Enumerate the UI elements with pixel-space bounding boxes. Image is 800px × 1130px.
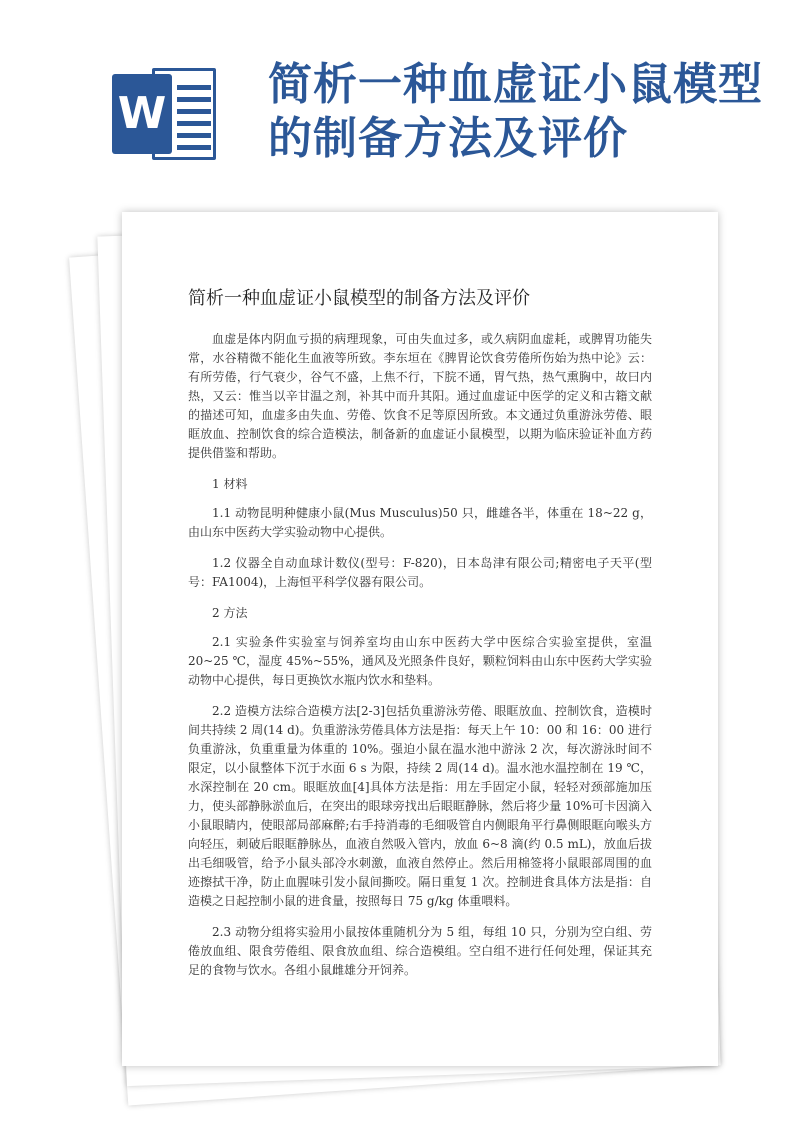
paragraph-1-1: 1.1 动物昆明种健康小鼠(Mus Musculus)50 只，雌雄各半，体重在 18~22 g，由山东中医药大学实验动物中心提供。 bbox=[188, 506, 652, 539]
document-body bbox=[188, 330, 652, 992]
banner-title: 简析一种血虚证小鼠模型的制备方法及评价 bbox=[268, 59, 763, 164]
section-heading-methods: 2 方法 bbox=[212, 606, 248, 620]
paragraph-2-1: 2.1 实验条件实验室与饲养室均由山东中医药大学中医综合实验室提供，室温 20~25 ℃，湿度 45%~55%，通风及光照条件良好，颗粒饲料由山东中医药大学实验动物中心提供，每日更换饮水瓶内饮水和垫料。 bbox=[188, 635, 652, 687]
document-page bbox=[122, 212, 718, 1066]
paragraph-1-2: 1.2 仪器全自动血球计数仪(型号：F-820)，日本岛津有限公司;精密电子天平(型号：FA1004)，上海恒平科学仪器有限公司。 bbox=[188, 556, 652, 589]
section-heading-materials: 1 材料 bbox=[212, 477, 248, 491]
paragraph-intro: 血虚是体内阴血亏损的病理现象，可由失血过多，或久病阴血虚耗，或脾胃功能失常，水谷精微不能化生血液等所致。李东垣在《脾胃论饮食劳倦所伤始为热中论》云：有所劳倦，行气衰少，谷气不盛，上焦不行，下脘不通，胃气热，热气熏胸中，故曰内热，又云：惟当以辛甘温之剂，补其中而升其阳。通过血虚证中医学的定义和古籍文献的描述可知，血虚多由失血、劳倦、饮食不足等原因所致。本文通过负重游泳劳倦、眼眶放血、控制饮食的综合造模法，制备新的血虚证小鼠模型，以期为临床验证补血方药提供借鉴和帮助。 bbox=[188, 332, 652, 460]
header bbox=[0, 0, 800, 200]
word-w-badge: W bbox=[112, 74, 172, 154]
paragraph-2-3: 2.3 动物分组将实验用小鼠按体重随机分为 5 组，每组 10 只，分别为空白组、劳倦放血组、限食劳倦组、限食放血组、综合造模组。空白组不进行任何处理，保证其充足的食物与饮水。各组小鼠雌雄分开饲养。 bbox=[188, 925, 652, 977]
word-document-icon bbox=[112, 68, 216, 160]
paragraph-2-2: 2.2 造模方法综合造模方法[2-3]包括负重游泳劳倦、眼眶放血、控制饮食，造模时间共持续 2 周(14 d)。负重游泳劳倦具体方法是指：每天上午 10：00 和 16：00 进行负重游泳，负重重量为体重的 10%。强迫小鼠在温水池中游泳 2 次，每次游泳时间不限定，以小鼠整体下沉于水面 6 s 为限，持续 2 周(14 d)。温水池水温控制在 19 ℃，水深控制在 20 cm。眼眶放血[4]具体方法是指：用左手固定小鼠，轻轻对颈部施加压力，使头部静脉淤血后，在突出的眼球旁找出后眼眶静脉，然后将少量 10%可卡因滴入小鼠眼睛内，使眼部局部麻醉;右手持消毒的毛细吸管自内侧眼角平行鼻侧眼眶向喉头方向轻压，刺破后眼眶静脉丛，血液自然吸入管内，放血 6~8 滴(约 0.5 mL)，放血后拔出毛细吸管，给予小鼠头部冷水刺激，血液自然停止。然后用棉签将小鼠眼部周围的血迹擦拭干净，防止血腥味引发小鼠间撕咬。隔日重复 1 次。控制进食具体方法是指：自造模之日起控制小鼠的进食量，按照每日 75 g/kg 体重喂料。 bbox=[188, 704, 652, 908]
document-title: 简析一种血虚证小鼠模型的制备方法及评价 bbox=[188, 288, 530, 309]
